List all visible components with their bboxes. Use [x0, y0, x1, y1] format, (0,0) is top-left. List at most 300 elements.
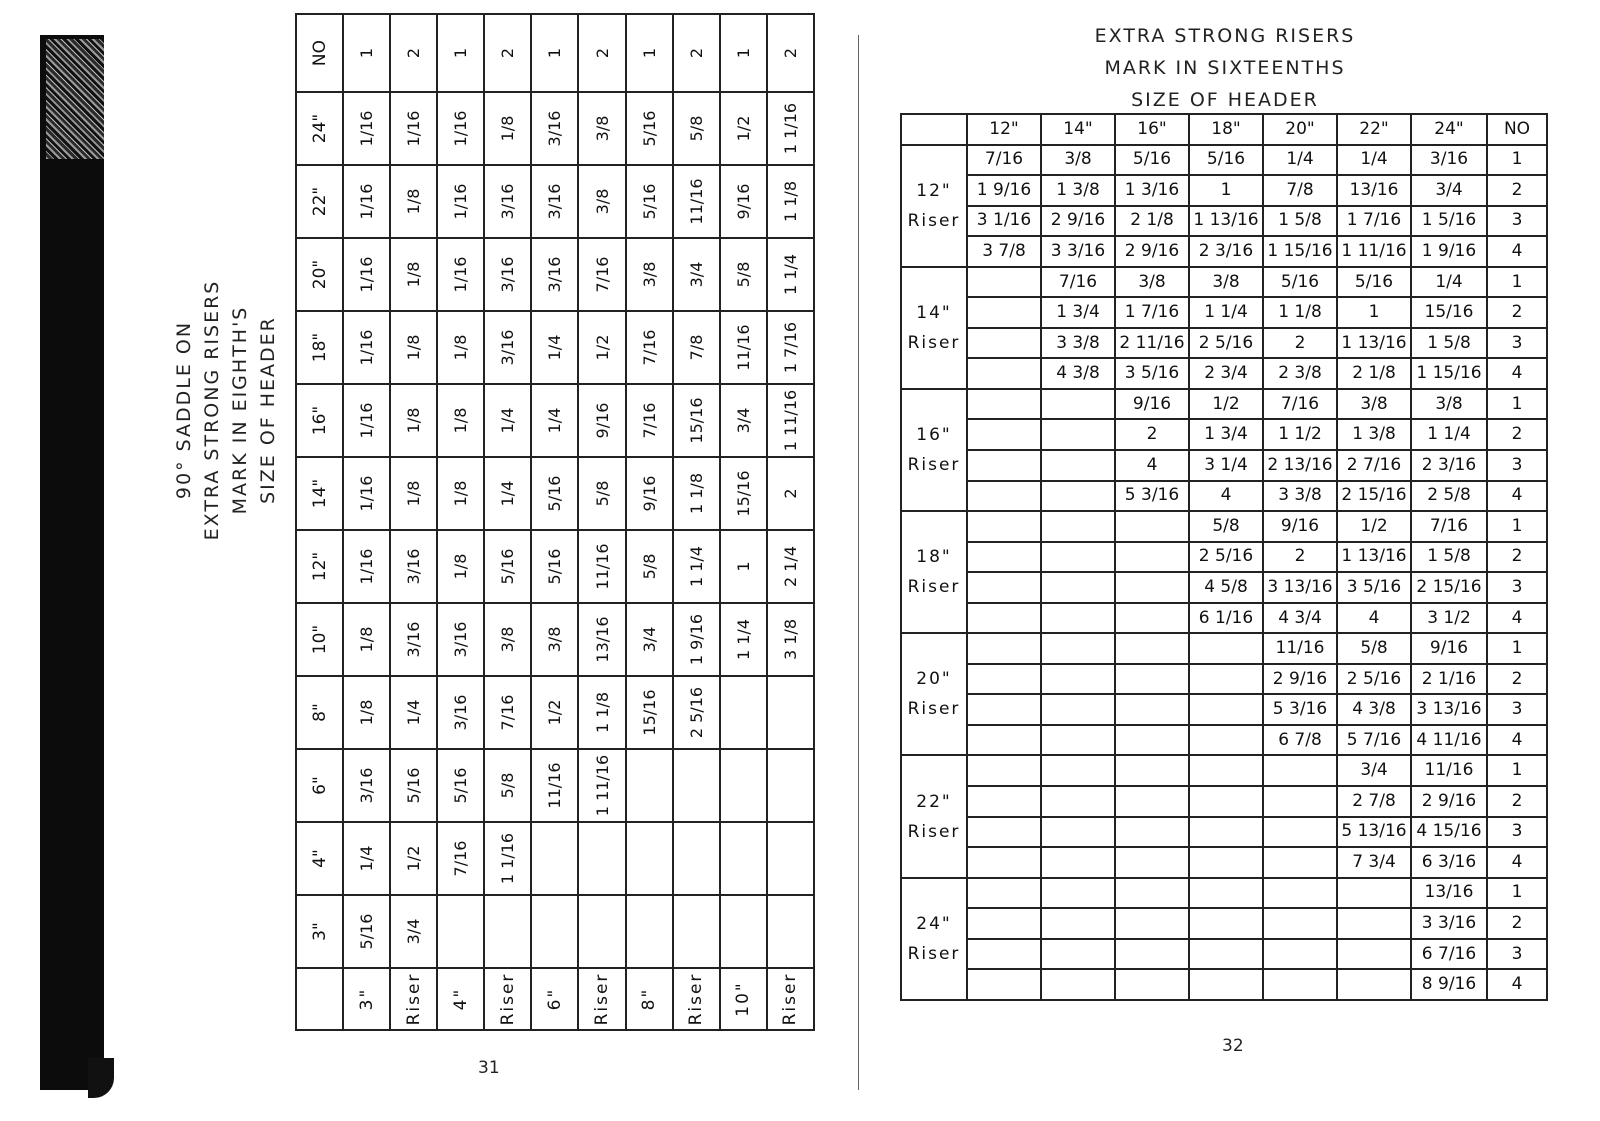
left-value-cell: 5/16 — [531, 457, 578, 530]
riser-word: Riser — [907, 210, 961, 231]
right-no-cell: 1 — [1487, 267, 1547, 298]
right-value-cell: 2 1/8 — [1337, 358, 1411, 389]
right-value-cell — [967, 633, 1041, 664]
right-value-cell: 7/16 — [967, 145, 1041, 176]
right-header-size: 18" — [1189, 114, 1263, 145]
right-no-cell: 1 — [1487, 145, 1547, 176]
left-value-cell: 15/16 — [626, 676, 673, 749]
right-value-cell: 3 3/16 — [1041, 236, 1115, 267]
table-row — [767, 14, 814, 1030]
right-header-size: 16" — [1115, 114, 1189, 145]
table-row — [343, 14, 390, 1030]
right-value-cell: 1 9/16 — [1411, 236, 1487, 267]
right-value-cell: 1/4 — [1337, 145, 1411, 176]
right-no-cell: 4 — [1487, 847, 1547, 878]
right-value-cell: 3 1/16 — [967, 206, 1041, 237]
right-value-cell: 1/4 — [1263, 145, 1337, 176]
sixteenths-table — [900, 113, 1548, 1001]
right-value-cell — [1041, 694, 1115, 725]
right-value-cell — [1115, 603, 1189, 634]
left-value-cell: 1/4 — [531, 311, 578, 384]
right-value-cell: 6 1/16 — [1189, 603, 1263, 634]
right-no-cell: 4 — [1487, 969, 1547, 1000]
left-value-cell: 1/16 — [343, 92, 390, 165]
right-value-cell: 2 13/16 — [1263, 450, 1337, 481]
right-value-cell — [1041, 847, 1115, 878]
table-row — [720, 14, 767, 1030]
riser-size: 12" — [916, 180, 952, 201]
left-row-label: Riser — [484, 968, 531, 1030]
riser-word: Riser — [907, 821, 961, 842]
left-value-cell: 11/16 — [673, 165, 720, 238]
right-value-cell — [1263, 847, 1337, 878]
left-value-cell: 9/16 — [578, 384, 625, 457]
right-value-cell: 4 11/16 — [1411, 725, 1487, 756]
right-value-cell — [1263, 817, 1337, 848]
left-header-size: 10" — [296, 603, 343, 676]
table-row — [484, 14, 531, 1030]
saddle-eighths-table — [295, 13, 815, 1031]
right-value-cell — [1189, 755, 1263, 786]
rotated-table-container — [295, 34, 815, 1031]
right-value-cell: 2 11/16 — [1115, 328, 1189, 359]
right-value-cell: 2 9/16 — [1041, 206, 1115, 237]
left-value-cell: 3/4 — [720, 384, 767, 457]
right-value-cell: 7/16 — [1411, 511, 1487, 542]
riser-word: Riser — [907, 332, 961, 353]
table-row — [626, 14, 673, 1030]
table-row — [531, 14, 578, 1030]
right-value-cell: 8 9/16 — [1411, 969, 1487, 1000]
right-value-cell — [967, 328, 1041, 359]
left-value-cell: 3/16 — [484, 311, 531, 384]
right-header-row — [901, 114, 1547, 145]
left-value-cell: 1 — [626, 14, 673, 92]
left-value-cell: 13/16 — [578, 603, 625, 676]
right-value-cell — [1115, 878, 1189, 909]
left-row-label: 6" — [531, 968, 578, 1030]
right-value-cell: 1 15/16 — [1411, 358, 1487, 389]
right-value-cell: 3 3/8 — [1041, 328, 1115, 359]
right-no-cell: 4 — [1487, 725, 1547, 756]
right-value-cell: 1 7/16 — [1115, 297, 1189, 328]
right-value-cell: 5 3/16 — [1263, 694, 1337, 725]
left-value-cell: 1/8 — [343, 603, 390, 676]
table-row — [901, 419, 1547, 450]
left-value-cell: 1/2 — [531, 676, 578, 749]
right-no-cell: 3 — [1487, 817, 1547, 848]
left-value-cell — [673, 749, 720, 822]
left-value-cell: 1 1/4 — [767, 238, 814, 311]
table-row — [901, 725, 1547, 756]
right-value-cell: 2 — [1115, 419, 1189, 450]
right-corner-cell — [901, 114, 967, 145]
left-value-cell: 1/8 — [437, 384, 484, 457]
right-value-cell — [1189, 969, 1263, 1000]
right-value-cell — [967, 786, 1041, 817]
right-value-cell: 5/8 — [1189, 511, 1263, 542]
right-value-cell: 1/2 — [1337, 511, 1411, 542]
table-row — [901, 481, 1547, 512]
right-value-cell: 5/16 — [1189, 145, 1263, 176]
right-value-cell: 2 — [1263, 328, 1337, 359]
right-no-cell: 2 — [1487, 419, 1547, 450]
left-value-cell: 5/8 — [673, 92, 720, 165]
left-header-row — [296, 14, 343, 1030]
left-value-cell: 15/16 — [720, 457, 767, 530]
left-value-cell: 1 11/16 — [578, 749, 625, 822]
right-value-cell — [1189, 664, 1263, 695]
right-value-cell: 3 3/16 — [1411, 908, 1487, 939]
right-value-cell: 4 — [1337, 603, 1411, 634]
left-row-label: Riser — [578, 968, 625, 1030]
left-value-cell: 1 1/8 — [673, 457, 720, 530]
left-value-cell: 1/2 — [390, 822, 437, 895]
left-value-cell: 1 — [720, 530, 767, 603]
left-title-line: 90° SADDLE ON — [173, 320, 195, 500]
table-row — [390, 14, 437, 1030]
right-value-cell: 5 3/16 — [1115, 481, 1189, 512]
left-value-cell: 3/16 — [484, 238, 531, 311]
right-value-cell: 2 5/8 — [1411, 481, 1487, 512]
left-value-cell: 5/16 — [626, 92, 673, 165]
right-value-cell — [1337, 939, 1411, 970]
left-header-size: 22" — [296, 165, 343, 238]
right-no-cell: 1 — [1487, 633, 1547, 664]
left-value-cell: 7/16 — [626, 311, 673, 384]
left-title-line: SIZE OF HEADER — [257, 316, 279, 504]
right-value-cell: 3 7/8 — [967, 236, 1041, 267]
left-value-cell: 2 5/16 — [673, 676, 720, 749]
left-value-cell: 7/16 — [626, 384, 673, 457]
right-value-cell: 1 3/4 — [1189, 419, 1263, 450]
table-row — [578, 14, 625, 1030]
left-value-cell: 15/16 — [673, 384, 720, 457]
right-value-cell: 1 1/4 — [1189, 297, 1263, 328]
table-row — [901, 450, 1547, 481]
right-no-cell: 4 — [1487, 603, 1547, 634]
left-value-cell: 2 — [767, 457, 814, 530]
riser-group-label — [901, 389, 967, 511]
right-no-cell: 4 — [1487, 358, 1547, 389]
right-value-cell: 5/16 — [1263, 267, 1337, 298]
right-value-cell: 1 — [1189, 175, 1263, 206]
right-value-cell: 7/8 — [1263, 175, 1337, 206]
table-row — [901, 908, 1547, 939]
left-header-size: 6" — [296, 749, 343, 822]
right-value-cell — [967, 572, 1041, 603]
right-value-cell: 5 7/16 — [1337, 725, 1411, 756]
left-value-cell: 3/4 — [626, 603, 673, 676]
right-value-cell: 7/16 — [1263, 389, 1337, 420]
left-value-cell — [578, 895, 625, 968]
right-value-cell — [1263, 878, 1337, 909]
left-value-cell: 3/16 — [390, 603, 437, 676]
right-value-cell — [1041, 419, 1115, 450]
right-value-cell: 2 9/16 — [1411, 786, 1487, 817]
right-value-cell — [1189, 847, 1263, 878]
table-row — [901, 236, 1547, 267]
left-title-line: MARK IN EIGHTH'S — [229, 305, 251, 515]
table-row — [901, 267, 1547, 298]
right-value-cell — [967, 542, 1041, 573]
left-value-cell: 5/16 — [626, 165, 673, 238]
right-value-cell — [967, 908, 1041, 939]
right-value-cell: 3 1/4 — [1189, 450, 1263, 481]
right-value-cell: 1 — [1337, 297, 1411, 328]
left-value-cell: 1/8 — [390, 457, 437, 530]
right-no-cell: 3 — [1487, 328, 1547, 359]
right-value-cell: 1 1/4 — [1411, 419, 1487, 450]
table-row — [901, 847, 1547, 878]
riser-group-label — [901, 878, 967, 1000]
left-value-cell: 11/16 — [578, 530, 625, 603]
left-value-cell: 1/8 — [343, 676, 390, 749]
left-value-cell — [767, 676, 814, 749]
left-value-cell: 1 1/8 — [578, 676, 625, 749]
right-value-cell — [1115, 664, 1189, 695]
left-value-cell: 9/16 — [626, 457, 673, 530]
left-value-cell: 1/16 — [437, 165, 484, 238]
left-value-cell: 1/16 — [343, 238, 390, 311]
right-value-cell: 2 3/4 — [1189, 358, 1263, 389]
left-row-label: Riser — [767, 968, 814, 1030]
left-row-label: 4" — [437, 968, 484, 1030]
right-value-cell: 4 15/16 — [1411, 817, 1487, 848]
right-value-cell — [967, 694, 1041, 725]
right-value-cell — [967, 755, 1041, 786]
right-value-cell: 4 3/8 — [1337, 694, 1411, 725]
right-no-cell: 1 — [1487, 878, 1547, 909]
right-value-cell: 2 — [1263, 542, 1337, 573]
right-value-cell: 15/16 — [1411, 297, 1487, 328]
left-value-cell: 1/16 — [343, 384, 390, 457]
riser-word: Riser — [907, 699, 961, 720]
left-header-size: 18" — [296, 311, 343, 384]
right-value-cell — [967, 358, 1041, 389]
left-value-cell — [767, 822, 814, 895]
left-value-cell — [673, 822, 720, 895]
riser-size: 20" — [916, 669, 952, 690]
right-value-cell: 2 3/16 — [1189, 236, 1263, 267]
right-value-cell: 1 9/16 — [967, 175, 1041, 206]
right-value-cell — [1115, 755, 1189, 786]
right-value-cell — [967, 878, 1041, 909]
right-value-cell — [967, 847, 1041, 878]
left-value-cell: 5/8 — [484, 749, 531, 822]
left-value-cell: 1 7/16 — [767, 311, 814, 384]
right-value-cell — [1041, 939, 1115, 970]
right-value-cell: 7 3/4 — [1337, 847, 1411, 878]
left-value-cell: 3/16 — [531, 238, 578, 311]
right-no-cell: 3 — [1487, 939, 1547, 970]
table-row — [901, 755, 1547, 786]
right-value-cell — [1041, 817, 1115, 848]
right-value-cell — [1041, 389, 1115, 420]
left-header-size: 4" — [296, 822, 343, 895]
right-value-cell: 9/16 — [1263, 511, 1337, 542]
left-header-size: 14" — [296, 457, 343, 530]
right-header-size: 14" — [1041, 114, 1115, 145]
left-page-table-area — [295, 34, 815, 1031]
left-value-cell: 7/16 — [484, 676, 531, 749]
left-value-cell — [578, 822, 625, 895]
left-value-cell: 2 — [390, 14, 437, 92]
left-value-cell: 2 — [673, 14, 720, 92]
right-value-cell — [1189, 725, 1263, 756]
table-row — [673, 14, 720, 1030]
right-value-cell — [967, 603, 1041, 634]
left-value-cell — [720, 822, 767, 895]
right-value-cell: 3 13/16 — [1411, 694, 1487, 725]
left-value-cell: 3/8 — [578, 92, 625, 165]
riser-word: Riser — [907, 455, 961, 476]
left-value-cell: 3/16 — [484, 165, 531, 238]
right-value-cell: 3/8 — [1189, 267, 1263, 298]
riser-group-label — [901, 511, 967, 633]
left-value-cell — [720, 895, 767, 968]
page-number-right: 32 — [1222, 1036, 1244, 1056]
binding-edge — [88, 1058, 114, 1098]
left-value-cell: 3/8 — [578, 165, 625, 238]
right-value-cell — [1189, 694, 1263, 725]
left-value-cell: 1 — [343, 14, 390, 92]
right-value-cell — [967, 939, 1041, 970]
left-value-cell: 1 1/8 — [767, 165, 814, 238]
right-value-cell — [967, 297, 1041, 328]
table-row — [901, 389, 1547, 420]
left-value-cell — [720, 676, 767, 749]
left-value-cell: 5/16 — [484, 530, 531, 603]
left-value-cell: 1 — [531, 14, 578, 92]
right-value-cell: 1 5/8 — [1263, 206, 1337, 237]
left-value-cell: 1 — [720, 14, 767, 92]
right-value-cell: 1/2 — [1189, 389, 1263, 420]
table-row — [901, 511, 1547, 542]
right-value-cell — [1041, 542, 1115, 573]
right-value-cell — [967, 664, 1041, 695]
right-value-cell: 3/16 — [1411, 145, 1487, 176]
left-value-cell: 1/16 — [343, 311, 390, 384]
left-value-cell: 1/8 — [390, 165, 437, 238]
right-value-cell: 6 7/16 — [1411, 939, 1487, 970]
left-value-cell: 1/4 — [484, 457, 531, 530]
left-header-size: 16" — [296, 384, 343, 457]
right-value-cell: 4 3/4 — [1263, 603, 1337, 634]
left-value-cell: 2 — [578, 14, 625, 92]
table-row — [901, 664, 1547, 695]
left-corner-cell — [296, 968, 343, 1030]
left-value-cell — [437, 895, 484, 968]
left-value-cell: 11/16 — [531, 749, 578, 822]
right-value-cell: 3 5/16 — [1115, 358, 1189, 389]
riser-word: Riser — [907, 943, 961, 964]
left-value-cell: 3/8 — [531, 603, 578, 676]
right-value-cell: 1/4 — [1411, 267, 1487, 298]
right-value-cell — [967, 389, 1041, 420]
right-value-cell — [1263, 755, 1337, 786]
table-row — [901, 145, 1547, 176]
left-value-cell: 1 1/16 — [484, 822, 531, 895]
left-value-cell — [626, 895, 673, 968]
right-value-cell — [1041, 603, 1115, 634]
left-value-cell: 1/8 — [390, 311, 437, 384]
right-value-cell — [1041, 572, 1115, 603]
right-value-cell — [1115, 969, 1189, 1000]
left-value-cell: 3/16 — [437, 676, 484, 749]
right-value-cell — [967, 267, 1041, 298]
right-value-cell: 5/16 — [1115, 145, 1189, 176]
right-value-cell — [1115, 939, 1189, 970]
page-spine-divider — [858, 35, 859, 1090]
left-row-label: Riser — [390, 968, 437, 1030]
riser-size: 16" — [916, 425, 952, 446]
left-value-cell: 2 — [484, 14, 531, 92]
left-value-cell — [531, 895, 578, 968]
table-row — [901, 328, 1547, 359]
right-value-cell: 6 3/16 — [1411, 847, 1487, 878]
right-value-cell — [1041, 633, 1115, 664]
left-value-cell: 1/2 — [578, 311, 625, 384]
right-value-cell — [1189, 939, 1263, 970]
left-row-label: 3" — [343, 968, 390, 1030]
page-number-left: 31 — [478, 1058, 500, 1078]
left-row-label: 10" — [720, 968, 767, 1030]
right-no-cell: 2 — [1487, 175, 1547, 206]
left-value-cell: 3/16 — [531, 92, 578, 165]
left-value-cell: 5/8 — [720, 238, 767, 311]
left-header-size: 20" — [296, 238, 343, 311]
right-value-cell — [1189, 817, 1263, 848]
right-value-cell — [967, 481, 1041, 512]
right-header-size: 22" — [1337, 114, 1411, 145]
left-value-cell: 1/4 — [343, 822, 390, 895]
right-title-line: SIZE OF HEADER — [1131, 89, 1319, 111]
right-value-cell — [1189, 633, 1263, 664]
left-value-cell: 9/16 — [720, 165, 767, 238]
left-row-label: Riser — [673, 968, 720, 1030]
right-value-cell: 13/16 — [1411, 878, 1487, 909]
left-value-cell: 1/4 — [390, 676, 437, 749]
right-value-cell — [1115, 511, 1189, 542]
riser-word: Riser — [907, 577, 961, 598]
right-value-cell: 2 1/8 — [1115, 206, 1189, 237]
right-value-cell: 3 5/16 — [1337, 572, 1411, 603]
right-value-cell — [1337, 878, 1411, 909]
right-value-cell — [1041, 755, 1115, 786]
right-value-cell: 4 3/8 — [1041, 358, 1115, 389]
left-value-cell: 1/16 — [343, 530, 390, 603]
right-no-cell: 4 — [1487, 481, 1547, 512]
table-row — [901, 878, 1547, 909]
right-value-cell — [1041, 725, 1115, 756]
left-value-cell — [531, 822, 578, 895]
table-row — [901, 969, 1547, 1000]
right-value-cell — [1115, 694, 1189, 725]
right-value-cell — [1041, 450, 1115, 481]
right-value-cell — [1337, 908, 1411, 939]
right-value-cell — [1263, 969, 1337, 1000]
table-row — [901, 358, 1547, 389]
right-value-cell — [1115, 786, 1189, 817]
left-value-cell: 5/8 — [578, 457, 625, 530]
right-value-cell: 1 15/16 — [1263, 236, 1337, 267]
right-value-cell: 9/16 — [1115, 389, 1189, 420]
right-value-cell: 2 5/16 — [1337, 664, 1411, 695]
left-value-cell: 1/16 — [437, 92, 484, 165]
right-value-cell: 5 13/16 — [1337, 817, 1411, 848]
right-value-cell — [1041, 908, 1115, 939]
